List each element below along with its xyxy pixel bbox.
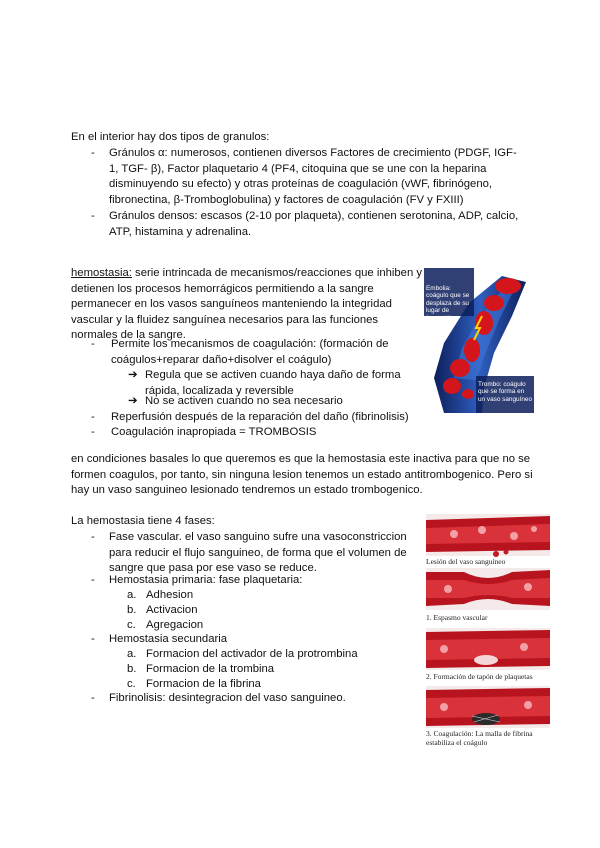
hemostasia-term: hemostasia: (71, 267, 132, 279)
thrombin-item: Formacion de la trombina (146, 663, 275, 675)
caption-spasm: 1. Espasmo vascular (426, 613, 488, 622)
dash-marker: - (91, 633, 95, 645)
granules-intro: En el interior hay dos tipos de granulos: (71, 131, 270, 143)
list-letter: b. (127, 604, 137, 616)
no-activation-text: No se activen cuando no sea necesario (145, 395, 343, 407)
dash-marker: - (91, 210, 95, 222)
caption-injury: Lesión del vaso sanguíneo (426, 557, 506, 566)
list-letter: a. (127, 589, 137, 601)
fibrin-item: Formacion de la fibrina (146, 678, 261, 690)
caption-coagulation: 3. Coagulación: La malla de fibrina estabiliza el coágulo (426, 729, 533, 747)
list-letter: c. (127, 619, 136, 631)
caption-platelet-plug: 2. Formación de tapón de plaquetas (426, 672, 533, 681)
phase-vascular-text: Fase vascular. el vaso sanguino sufre una vasoconstriccion para reducir el flujo sanguineo, de forma que el volumen de sangre que pasa por ese vaso se reduce. (109, 531, 407, 575)
dash-marker: - (91, 147, 95, 159)
phase-secondary-text: Hemostasia secundaria (109, 633, 228, 645)
trombo-label: Trombo: coágulo que se forma en un vaso sanguíneo (478, 381, 533, 403)
hemostasia-definition-text: serie intrincada de mecanismos/reacciones que inhiben y detienen los procesos hemorrágicos permitiendo a la sangre permanecer en los vasos sanguíneos manteniendo la integridad vascular y la fluidez sanguínea necesarios para las funciones normales de la sangre. (71, 267, 423, 342)
dash-marker: - (91, 426, 95, 438)
hemostasis-stages-figure (424, 512, 552, 747)
thrombosis-text: Coagulación inapropiada = TROMBOSIS (111, 426, 317, 438)
dash-marker: - (91, 692, 95, 704)
list-letter: c. (127, 678, 136, 690)
basal-conditions-text: en condiciones basales lo que queremos es que la hemostasia este inactiva para que no se formen coagulos, por tanto, sin ninguna lesion tenemos un estado antitrombogenico. Pero si hay un vaso sanguineo lesionado tendremos un estado trombogenico. (71, 453, 533, 497)
dash-marker: - (91, 411, 95, 423)
stage-platelet-plug (426, 628, 550, 670)
dense-granules-text: Gránulos densos: escasos (2-10 por plaqueta), contienen serotonina, ADP, calcio, ATP, histamina y adrenalina. (109, 210, 519, 238)
reperfusion-text: Reperfusión después de la reparación del daño (fibrinolisis) (111, 411, 409, 423)
list-letter: a. (127, 648, 137, 660)
dash-marker: - (91, 574, 95, 586)
dash-marker: - (91, 338, 95, 350)
prothrombin-item: Formacion del activador de la protrombina (146, 648, 358, 660)
alpha-granules-text: Gránulos α: numerosos, contienen diversos Factores de crecimiento (PDGF, IGF-1, TGF- β), Factor plaquetario 4 (PF4, citoquina que se une con la heparina disminuyendo su efecto) y otras proteínas de coagulación (vWF, fibrinógeno, fibronectina, β-Tromboglobulina) y factores de coagulación (FV y FXIII) (109, 147, 517, 206)
hemostasia-definition (71, 266, 423, 344)
phase-primary-text: Hemostasia primaria: fase plaquetaria: (109, 574, 303, 586)
stage-spasm (426, 568, 550, 610)
regulation-text: Regula que se activen cuando haya daño de forma rápida, localizada y reversible (145, 369, 401, 397)
stage-coagulation (426, 686, 550, 728)
aggregation-item: Agregacion (146, 619, 204, 631)
phases-title: La hemostasia tiene 4 fases: (71, 515, 215, 527)
hemostasis-stages-illustration (424, 512, 552, 744)
list-letter: b. (127, 663, 137, 675)
stage-injury (426, 514, 550, 557)
coagulation-mechanisms-text: Permite los mecanismos de coagulación: (formación de coágulos+reparar daño+disolver el coágulo) (111, 338, 389, 366)
embolia-label: Embolia: coágulo que se desplaza de su lugar de formación (426, 285, 470, 322)
arrow-icon: ➔ (128, 369, 138, 381)
phase-fibrinolysis-text: Fibrinolisis: desintegracion del vaso sanguineo. (109, 692, 346, 704)
activation-item: Activacion (146, 604, 198, 616)
adhesion-item: Adhesion (146, 589, 194, 601)
dash-marker: - (91, 531, 95, 543)
thrombosis-figure (424, 268, 534, 413)
arrow-icon: ➔ (128, 395, 138, 407)
